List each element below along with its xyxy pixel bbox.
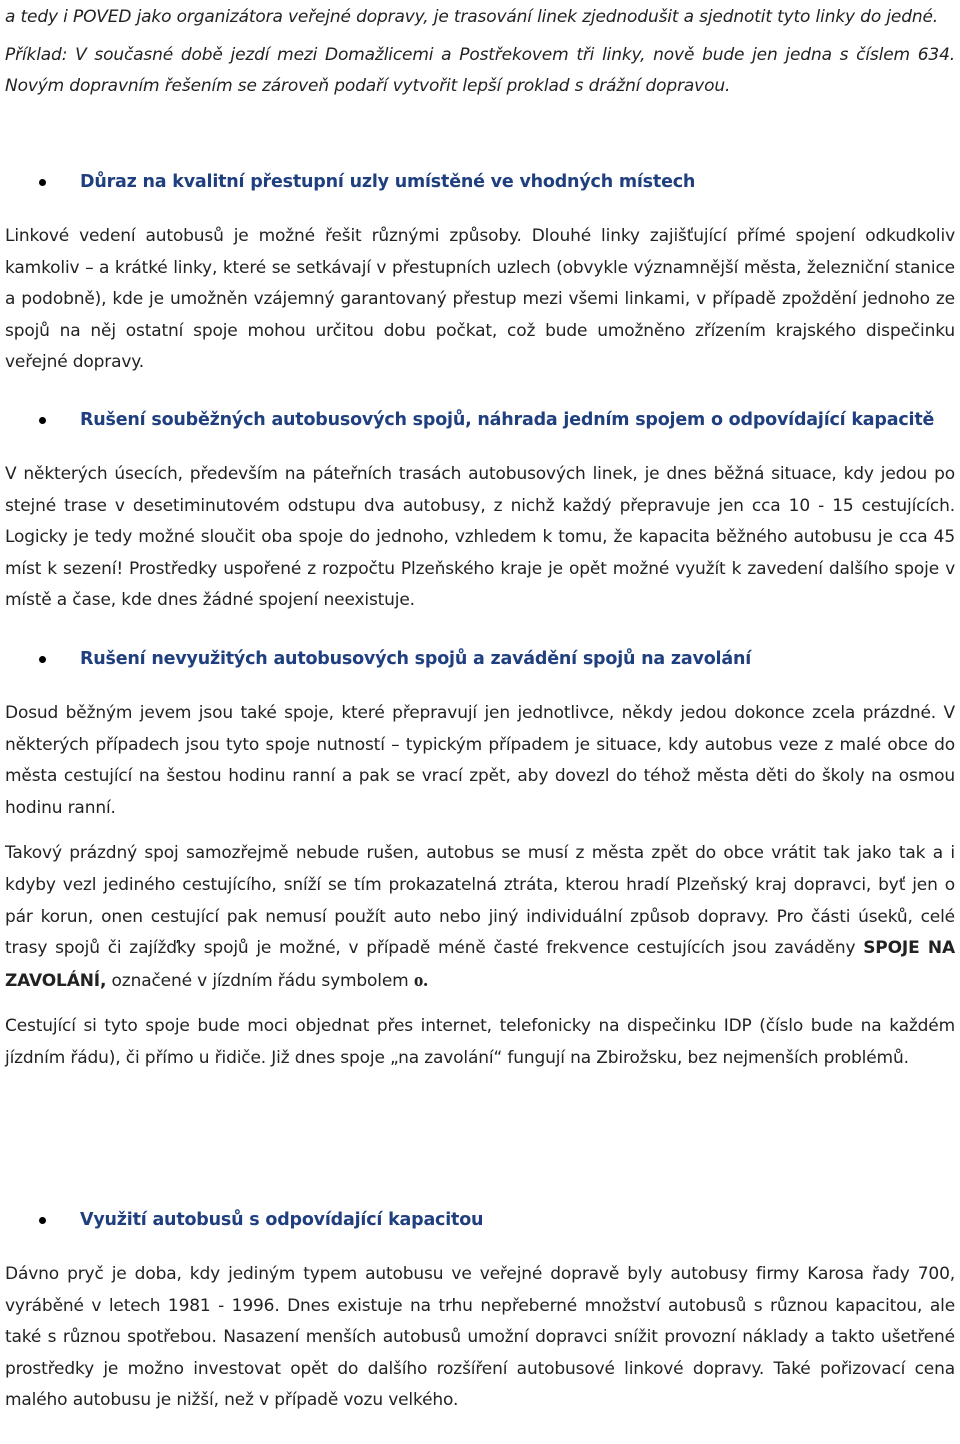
section-paragraph: V některých úsecích, především na páteřních trasách autobusových linek, je dnes běžná situace, kdy jedou po stejné trase v desetiminutovém odstupu dva autobusy, z nichž každý přepravuje jen cca 10 - 15 cestujících. Logicky je tedy možné sloučit oba spoje do jednoho, vzhledem k tomu, že kapacita běžného autobusu je cca 45 míst k sezení! Prostředky uspořené z rozpočtu Plzeňského kraje je opět možné využít k zavedení dalšího spoje v místě a čase, kde dnes žádné spojení neexistuje. bbox=[5, 464, 955, 611]
intro-paragraph: a tedy i POVED jako organizátora veřejné dopravy, je trasování linek zjednodušit a sjednotit tyto linky do jedné. bbox=[5, 7, 939, 27]
section-body bbox=[5, 1259, 955, 1417]
section-heading: Využití autobusů s odpovídající kapacitou bbox=[5, 1206, 955, 1234]
intro-block bbox=[5, 0, 955, 102]
section-paragraph: Linkové vedení autobusů je možné řešit různými způsoby. Dlouhé linky zajišťující přímé spojení odkudkoliv kamkoliv – a krátké linky, které se setkávají v přestupních uzlech (obvykle významnější města, železniční stanice a podobně), kde je umožněn vzájemný garantovaný přestup mezi všemi linkami, v případě zpoždění jednoho ze spojů na něj ostatní spoje mohou určitou dobu počkat, což bude umožněno zřízením krajského dispečinku veřejné dopravy. bbox=[5, 226, 955, 373]
on-demand-label: SPOJE NA ZAVOLÁNÍ, bbox=[5, 938, 955, 991]
example-paragraph: Příklad: V současné době jezdí mezi Domažlicemi a Postřekovem tři linky, nově bude jen jedna s číslem 634. Novým dopravním řešením se zároveň podaří vytvořit lepší proklad s drážní dopravou. bbox=[5, 45, 955, 96]
section-body bbox=[5, 459, 955, 617]
section-paragraph: Dosud běžným jevem jsou také spoje, které přepravují jen jednotlivce, někdy jedou dokonce zcela prázdné. V některých případech jsou tyto spoje nutností – typickým případem je situace, kdy autobus veze z malé obce do města cestující na šestou hodinu ranní a pak se vrací zpět, aby dovezl do téhož města děti do školy na osmou hodinu ranní. bbox=[5, 703, 955, 818]
section-transfer-hubs bbox=[5, 168, 955, 379]
section-on-demand bbox=[5, 645, 955, 1075]
section-bus-capacity bbox=[5, 1206, 955, 1417]
section-paragraph-on-demand: Takový prázdný spoj samozřejmě nebude rušen, autobus se musí z města zpět do obce vrátit tak jako tak a i kdyby vezl jediného cestujícího, sníží se tím prokazatelná ztráta, kterou hradí Plzeňský kraj dopravci, byť jen o pár korun, onen cestující pak nemusí použít auto nebo jiný individuální způsob dopravy. Pro části úseků, celé trasy spojů či zajížďky spojů je možné, v případě méně časté frekvence cestujících jsou zaváděny SPOJE NA ZAVOLÁNÍ, označené v jízdním řádu symbolem o. bbox=[5, 843, 955, 991]
section-heading: Důraz na kvalitní přestupní uzly umístěné ve vhodných místech bbox=[5, 168, 955, 196]
section-parallel-connections bbox=[5, 406, 955, 617]
bullet-icon bbox=[39, 1217, 46, 1224]
section-paragraph: Cestující si tyto spoje bude moci objednat přes internet, telefonicky na dispečinku IDP (číslo bude na každém jízdním řádu), či přímo u řidiče. Již dnes spoje „na zavolání“ fungují na Zbirožsku, bez nejmenších problémů. bbox=[5, 1016, 955, 1068]
bullet-icon bbox=[39, 656, 46, 663]
section-paragraph: Dávno pryč je doba, kdy jediným typem autobusu ve veřejné dopravě byly autobusy firmy Karosa řady 700, vyráběné v letech 1981 - 1996. Dnes existuje na trhu nepřeberné množství autobusů s různou kapacitou, ale také s různou spotřebou. Nasazení menších autobusů umožní dopravci snížit provozní náklady a takto ušetřené prostředky je možno investovat opět do dalšího rozšíření autobusové linkové dopravy. Také pořizovací cena malého autobusu je nižší, než v případě vozu velkého. bbox=[5, 1264, 955, 1411]
section-body bbox=[5, 221, 955, 379]
bullet-icon bbox=[39, 179, 46, 186]
section-body bbox=[5, 698, 955, 1075]
bullet-icon bbox=[39, 417, 46, 424]
section-heading: Rušení souběžných autobusových spojů, náhrada jedním spojem o odpovídající kapacitě bbox=[5, 406, 955, 434]
section-heading: Rušení nevyužitých autobusových spojů a zavádění spojů na zavolání bbox=[5, 645, 955, 673]
on-demand-symbol: o. bbox=[413, 969, 428, 991]
